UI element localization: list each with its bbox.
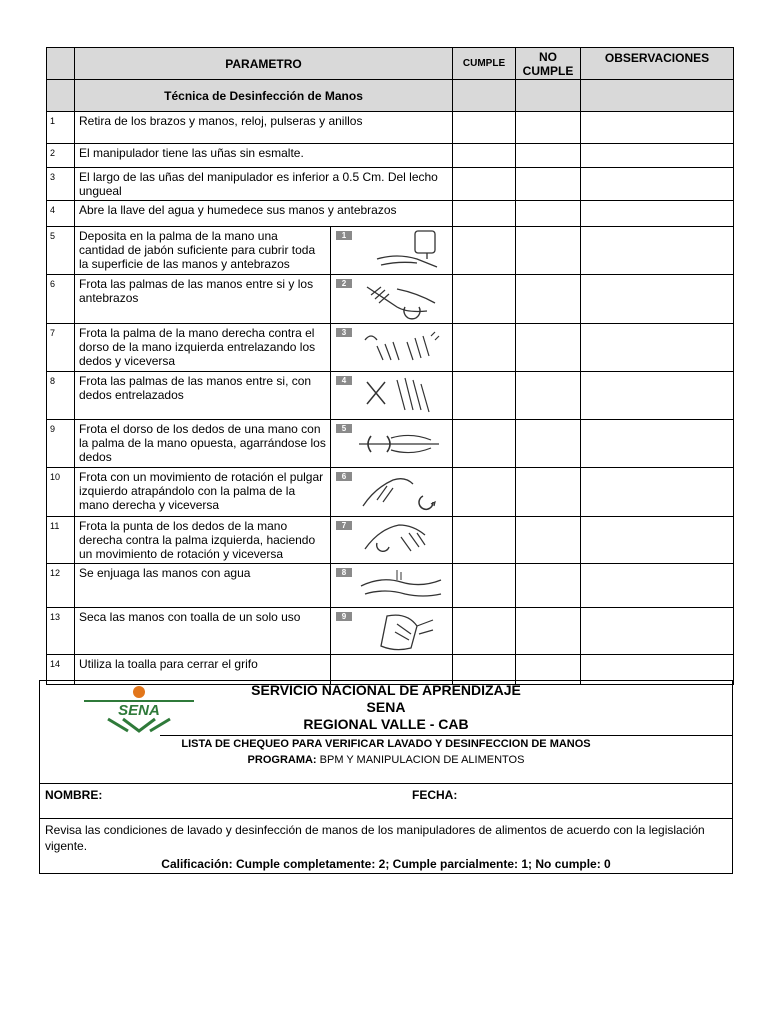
header-cumple: CUMPLE: [453, 48, 516, 80]
row-text: Deposita en la palma de la mano una cantidad de jabón suficiente para cubrir toda la superficie de las manos y antebrazos: [75, 227, 331, 275]
logo-wordmark: SENA: [118, 702, 160, 719]
step-badge: 7: [336, 521, 352, 530]
programa-value: BPM Y MANIPULACION DE ALIMENTOS: [319, 754, 525, 766]
step-illustration-9: [331, 608, 453, 655]
section-obs-cell: [581, 80, 734, 112]
table-row: [47, 112, 734, 144]
calificacion-text: Calificación: Cumple completamente: 2; Cumple parcialmente: 1; No cumple: 0: [161, 857, 611, 871]
cumple-cell[interactable]: [453, 564, 516, 608]
instructions-text: Revisa las condiciones de lavado y desinfección de manos de los manipuladores de alimentos de acuerdo con la legislación vigente.: [45, 823, 705, 853]
no-cumple-cell[interactable]: [516, 372, 581, 420]
cumple-cell[interactable]: [453, 517, 516, 564]
row-text: Retira de los brazos y manos, reloj, pulseras y anillos: [75, 112, 453, 144]
soap-dispenser-icon: [357, 229, 447, 271]
step-badge: 2: [336, 279, 352, 288]
interlaced-back-hand-icon: [357, 326, 447, 368]
row-text: Frota las palmas de las manos entre si, con dedos entrelazados: [75, 372, 331, 420]
section-title: Técnica de Desinfección de Manos: [75, 80, 453, 112]
table-row: [47, 201, 734, 227]
observaciones-cell[interactable]: [581, 275, 734, 324]
step-badge: 1: [336, 231, 352, 240]
table-row: [47, 324, 734, 372]
no-cumple-cell[interactable]: [516, 144, 581, 168]
no-cumple-cell[interactable]: [516, 608, 581, 655]
palms-rubbing-icon: [357, 277, 447, 321]
row-number: 5: [47, 227, 75, 275]
step-illustration-1: [331, 227, 453, 275]
cumple-cell[interactable]: [453, 168, 516, 201]
no-cumple-cell[interactable]: [516, 564, 581, 608]
row-text: Seca las manos con toalla de un solo uso: [75, 608, 331, 655]
observaciones-cell[interactable]: [581, 201, 734, 227]
observaciones-cell[interactable]: [581, 420, 734, 468]
observaciones-cell[interactable]: [581, 517, 734, 564]
row-number: 12: [47, 564, 75, 608]
observaciones-cell[interactable]: [581, 168, 734, 201]
table-row: [47, 517, 734, 564]
nombre-label: NOMBRE:: [45, 788, 103, 802]
row-text: El largo de las uñas del manipulador es inferior a 0.5 Cm. Del lecho ungueal: [75, 168, 453, 201]
table-row: [47, 468, 734, 517]
observaciones-cell[interactable]: [581, 372, 734, 420]
step-illustration-8: [331, 564, 453, 608]
row-number: 1: [47, 112, 75, 144]
table-row: [47, 168, 734, 201]
row-number: 6: [47, 275, 75, 324]
row-text: Se enjuaga las manos con agua: [75, 564, 331, 608]
step-badge: 3: [336, 328, 352, 337]
no-cumple-cell[interactable]: [516, 517, 581, 564]
no-cumple-cell[interactable]: [516, 420, 581, 468]
section-cumple-cell: [453, 80, 516, 112]
form-header-box: [39, 680, 733, 874]
cumple-cell[interactable]: [453, 227, 516, 275]
no-cumple-cell[interactable]: [516, 112, 581, 144]
observaciones-cell[interactable]: [581, 564, 734, 608]
rinse-hands-icon: [357, 566, 447, 606]
step-badge: 9: [336, 612, 352, 621]
header-parametro: PARAMETRO: [75, 48, 453, 80]
table-row: [47, 144, 734, 168]
observaciones-cell[interactable]: [581, 468, 734, 517]
step-illustration-6: [331, 468, 453, 517]
org-name-line2: SENA: [366, 699, 406, 715]
thumb-rotation-icon: [357, 470, 447, 514]
observaciones-cell[interactable]: [581, 112, 734, 144]
step-illustration-7: [331, 517, 453, 564]
row-number: 11: [47, 517, 75, 564]
cumple-cell[interactable]: [453, 324, 516, 372]
cumple-cell[interactable]: [453, 608, 516, 655]
row-number: 4: [47, 201, 75, 227]
step-badge: 6: [336, 472, 352, 481]
cumple-cell[interactable]: [453, 372, 516, 420]
table-row: [47, 372, 734, 420]
row-text: Frota las palmas de las manos entre si y los antebrazos: [75, 275, 331, 324]
no-cumple-cell[interactable]: [516, 275, 581, 324]
table-row: [47, 227, 734, 275]
no-cumple-cell[interactable]: [516, 468, 581, 517]
no-cumple-cell[interactable]: [516, 324, 581, 372]
step-illustration-4: [331, 372, 453, 420]
table-row: [47, 420, 734, 468]
header-observaciones: OBSERVACIONES: [581, 48, 734, 80]
section-title-row: [47, 80, 734, 112]
observaciones-cell[interactable]: [581, 227, 734, 275]
divider: [40, 783, 732, 784]
no-cumple-cell[interactable]: [516, 201, 581, 227]
cumple-cell[interactable]: [453, 468, 516, 517]
programa-line: [40, 753, 732, 768]
row-number: 13: [47, 608, 75, 655]
programa-label: PROGRAMA:: [247, 754, 317, 766]
header-no-cumple: NO CUMPLE: [516, 48, 581, 80]
step-illustration-5: [331, 420, 453, 468]
row-text: Utiliza la toalla para cerrar el grifo: [75, 655, 331, 685]
observaciones-cell[interactable]: [581, 144, 734, 168]
observaciones-cell[interactable]: [581, 324, 734, 372]
org-name-line1: SERVICIO NACIONAL DE APRENDIZAJE: [251, 682, 521, 698]
table-row: [47, 608, 734, 655]
step-badge: 5: [336, 424, 352, 433]
table-row: [47, 275, 734, 324]
row-text: El manipulador tiene las uñas sin esmalte.: [75, 144, 453, 168]
row-text: Frota la punta de los dedos de la mano derecha contra la palma izquierda, haciendo un movimiento de rotación y viceversa: [75, 517, 331, 564]
row-number: 9: [47, 420, 75, 468]
row-text: Frota el dorso de los dedos de una mano con la palma de la mano opuesta, agarrándose los dedos: [75, 420, 331, 468]
checklist-title: LISTA DE CHEQUEO PARA VERIFICAR LAVADO Y DESINFECCION DE MANOS: [181, 738, 591, 750]
fingers-interlaced-icon: [357, 374, 447, 418]
row-number: 2: [47, 144, 75, 168]
checklist-table: [46, 47, 734, 685]
row-number: 7: [47, 324, 75, 372]
step-badge: 4: [336, 376, 352, 385]
cumple-cell[interactable]: [453, 112, 516, 144]
divider: [160, 735, 732, 736]
fingertips-rotation-icon: [357, 519, 447, 561]
row-number: 14: [47, 655, 75, 685]
observaciones-cell[interactable]: [581, 608, 734, 655]
cumple-cell[interactable]: [453, 144, 516, 168]
row-number: 8: [47, 372, 75, 420]
row-number: 10: [47, 468, 75, 517]
cumple-cell[interactable]: [453, 201, 516, 227]
no-cumple-cell[interactable]: [516, 168, 581, 201]
step-illustration-3: [331, 324, 453, 372]
section-corner: [47, 80, 75, 112]
step-illustration-2: [331, 275, 453, 324]
step-badge: 8: [336, 568, 352, 577]
section-no-cumple-cell: [516, 80, 581, 112]
row-number: 3: [47, 168, 75, 201]
no-cumple-cell[interactable]: [516, 227, 581, 275]
cumple-cell[interactable]: [453, 420, 516, 468]
finger-backs-icon: [357, 422, 447, 464]
row-text: Frota la palma de la mano derecha contra el dorso de la mano izquierda entrelazando los dedos y viceversa: [75, 324, 331, 372]
row-text: Frota con un movimiento de rotación el pulgar izquierdo atrapándolo con la palma de la mano derecha y viceversa: [75, 468, 331, 517]
divider: [40, 818, 732, 819]
header-corner: [47, 48, 75, 80]
org-name-line3: REGIONAL VALLE - CAB: [303, 716, 469, 732]
towel-dry-icon: [357, 610, 447, 652]
row-text: Abre la llave del agua y humedece sus manos y antebrazos: [75, 201, 453, 227]
table-header-row: [47, 48, 734, 80]
fecha-label: FECHA:: [412, 788, 458, 802]
cumple-cell[interactable]: [453, 275, 516, 324]
table-row: [47, 564, 734, 608]
